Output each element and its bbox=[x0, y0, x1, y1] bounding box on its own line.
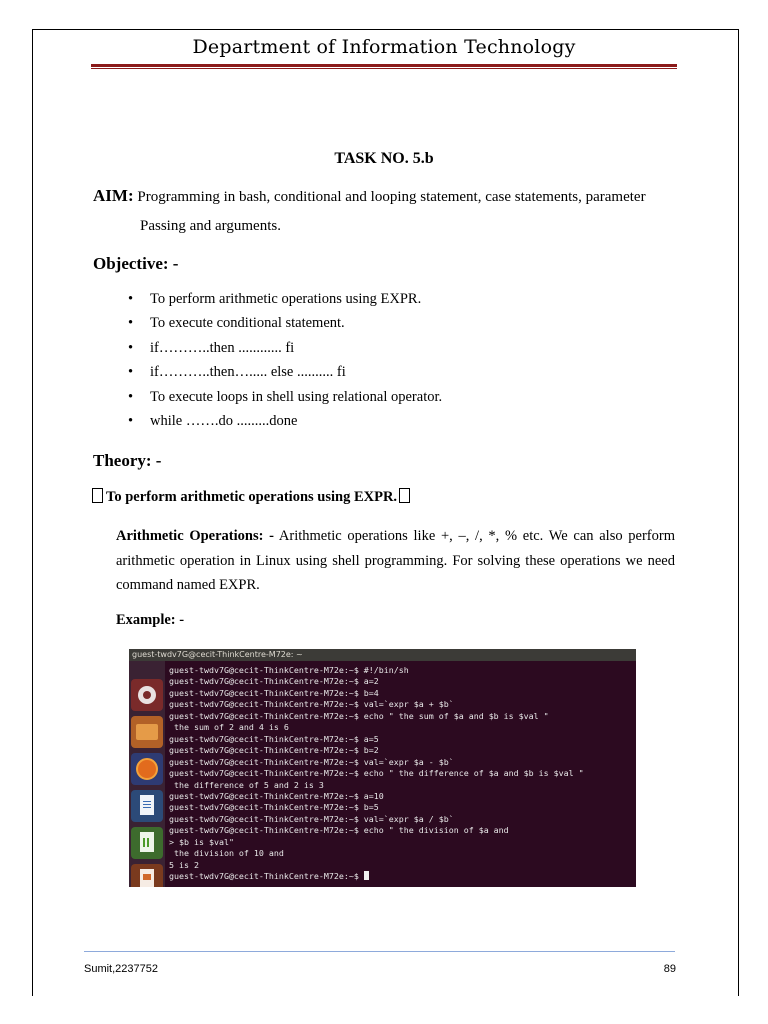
terminal-output bbox=[169, 665, 584, 883]
aim-label: AIM: bbox=[93, 186, 134, 205]
objective-list bbox=[128, 289, 442, 435]
firefox-icon bbox=[131, 753, 163, 785]
bullet-icon: • bbox=[128, 364, 134, 381]
paragraph-label: Arithmetic Operations: - bbox=[116, 528, 274, 544]
bullet-icon: • bbox=[128, 291, 134, 307]
list-item: • if………..then…..... else .......... fi bbox=[128, 364, 346, 381]
objective-heading: Objective: - bbox=[93, 254, 179, 273]
example-label: Example: - bbox=[116, 612, 185, 628]
terminal-screenshot bbox=[129, 649, 636, 887]
files-folder-icon bbox=[131, 716, 163, 748]
terminal-title: guest-twdv7G@cecit-ThinkCentre-M72e: ~ bbox=[132, 650, 303, 659]
launcher-sidebar bbox=[129, 661, 165, 887]
terminal-text: guest-twdv7G@cecit-ThinkCentre-M72e:~$ #!/bin/sh guest-twdv7G@cecit-ThinkCentre-M72e:~$ a=2 guest-twdv7G@cecit-ThinkCentre-M72e:~$ b=4 guest-twdv7G@cecit-ThinkCentre-M72e:~$ val=`expr $a + $b` guest-twdv7G@cecit-ThinkCentre-M72e:~$ echo " the sum of $a and $b is $val " the sum of 2 and 4 is 6 guest-twdv7G@cecit-ThinkCentre-M72e:~$ a=5 guest-twdv7G@cecit-ThinkCentre-M72e:~$ b=2 guest-twdv7G@cecit-ThinkCentre-M72e:~$ val=`expr $a - $b` guest-twdv7G@cecit-ThinkCentre-M72e:~$ echo " the difference of $a and $b is $val " the difference of 5 and 2 is 3 guest-twdv7G@cecit-ThinkCentre-M72e:~$ a=10 guest-twdv7G@cecit-ThinkCentre-M72e:~$ b=5 guest-twdv7G@cecit-ThinkCentre-M72e:~$ val=`expr $a / $b` guest-twdv7G@cecit-ThinkCentre-M72e:~$ echo " the division of $a and > $b is $val" the division of 10 and 5 is 2 bbox=[169, 665, 584, 870]
header-rule bbox=[91, 64, 677, 67]
list-item: • while …….do .........done bbox=[128, 412, 298, 429]
list-item: • To perform arithmetic operations using EXPR. bbox=[128, 291, 422, 307]
aim-paragraph bbox=[93, 184, 675, 209]
bullet-icon: • bbox=[128, 339, 134, 356]
header-title: Department of Information Technology bbox=[192, 36, 576, 58]
bullet-icon: • bbox=[128, 388, 134, 405]
impress-presentation-icon bbox=[131, 864, 163, 887]
writer-document-icon bbox=[131, 790, 163, 822]
arithmetic-paragraph bbox=[116, 524, 675, 598]
page-number: 89 bbox=[663, 963, 676, 975]
dash-home-icon bbox=[131, 679, 163, 711]
footer-author: Sumit,2237752 bbox=[84, 963, 158, 975]
page-border-left bbox=[32, 29, 33, 996]
missing-glyph-icon bbox=[92, 488, 103, 503]
aim-text: Programming in bash, conditional and looping statement, case statements, parameter bbox=[137, 189, 646, 205]
task-title: TASK NO. 5.b bbox=[334, 150, 434, 167]
calc-spreadsheet-icon bbox=[131, 827, 163, 859]
page-border-right bbox=[738, 29, 739, 996]
paragraph-text: Arithmetic operations like +, –, /, *, % etc. We can also perform arithmetic operation in Linux using shell programming. For solving these operations we need command named EXPR. bbox=[116, 528, 675, 593]
terminal-titlebar bbox=[129, 649, 636, 661]
bullet-icon: • bbox=[128, 315, 134, 332]
theory-heading: Theory: - bbox=[93, 451, 162, 470]
aim-text-continued: Passing and arguments. bbox=[140, 218, 281, 234]
header-rule-thin bbox=[91, 68, 677, 69]
footer-rule bbox=[84, 951, 675, 952]
page-border-top bbox=[32, 29, 738, 30]
missing-glyph-icon bbox=[399, 488, 410, 503]
cursor-icon bbox=[364, 871, 369, 880]
list-item: • To execute loops in shell using relational operator. bbox=[128, 388, 443, 405]
list-item: • To execute conditional statement. bbox=[128, 315, 345, 332]
terminal-prompt: guest-twdv7G@cecit-ThinkCentre-M72e:~$ bbox=[169, 871, 364, 882]
theory-subheading: To perform arithmetic operations using EXPR. bbox=[92, 488, 410, 506]
list-item: • if………..then ............ fi bbox=[128, 339, 295, 356]
bullet-icon: • bbox=[128, 412, 134, 429]
